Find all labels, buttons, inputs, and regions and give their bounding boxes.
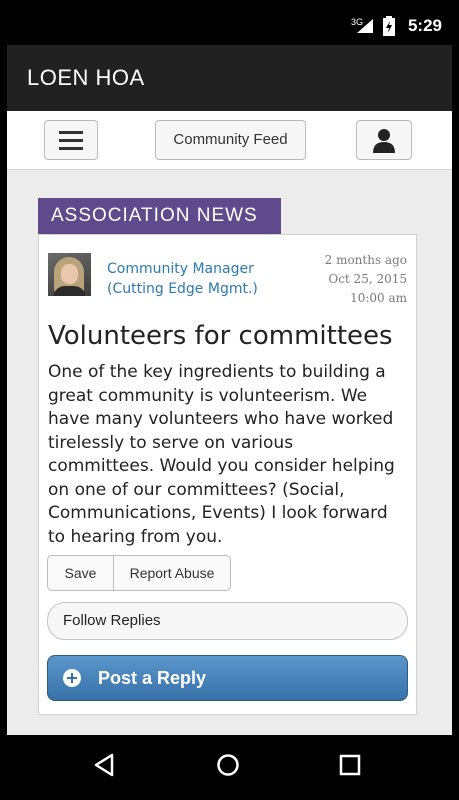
user-icon xyxy=(371,127,397,153)
post-title: Volunteers for committees xyxy=(48,321,393,351)
toolbar xyxy=(7,111,452,170)
status-bar xyxy=(7,7,452,45)
relative-time: 2 months ago xyxy=(324,253,407,267)
author-link[interactable] xyxy=(107,259,258,299)
author-name: Community Manager xyxy=(107,261,254,277)
post-reply-button[interactable] xyxy=(47,655,408,701)
section-title: ASSOCIATION NEWS xyxy=(38,198,281,234)
recents-icon[interactable] xyxy=(339,754,361,776)
signal-icon xyxy=(351,17,363,27)
battery-icon xyxy=(383,16,395,36)
profile-button[interactable] xyxy=(356,120,412,160)
back-icon[interactable] xyxy=(93,753,115,777)
app-screen xyxy=(7,7,452,793)
app-title: LOEN HOA xyxy=(27,65,145,90)
author-company: (Cutting Edge Mgmt.) xyxy=(107,281,258,297)
post-date: Oct 25, 2015 xyxy=(328,272,407,286)
post-time: 10:00 am xyxy=(350,291,407,305)
clock: 5:29 xyxy=(407,16,442,35)
save-button[interactable]: Save xyxy=(48,556,114,590)
post-timestamp xyxy=(325,251,407,308)
post-body: One of the key ingredients to building a great community is volunteerism. We have many volunteers who have worked tirelessly to serve on various committees. Would you consider helping on one of our committees? (Social, Communications, Events) I look forward to hearing from you. xyxy=(48,362,395,547)
plus-circle-icon xyxy=(63,669,81,687)
post-reply-label: Post a Reply xyxy=(98,668,207,688)
community-feed-button[interactable]: Community Feed xyxy=(155,120,306,160)
app-bar xyxy=(7,45,452,111)
home-icon[interactable] xyxy=(216,753,240,777)
post-card xyxy=(38,234,417,715)
navigation-bar xyxy=(7,735,452,793)
post-actions xyxy=(47,555,231,591)
report-abuse-button[interactable]: Report Abuse xyxy=(129,565,215,581)
follow-replies-button[interactable]: Follow Replies xyxy=(47,602,408,640)
avatar xyxy=(48,253,91,296)
menu-button[interactable] xyxy=(44,120,98,160)
network-type: 3G xyxy=(351,17,364,27)
